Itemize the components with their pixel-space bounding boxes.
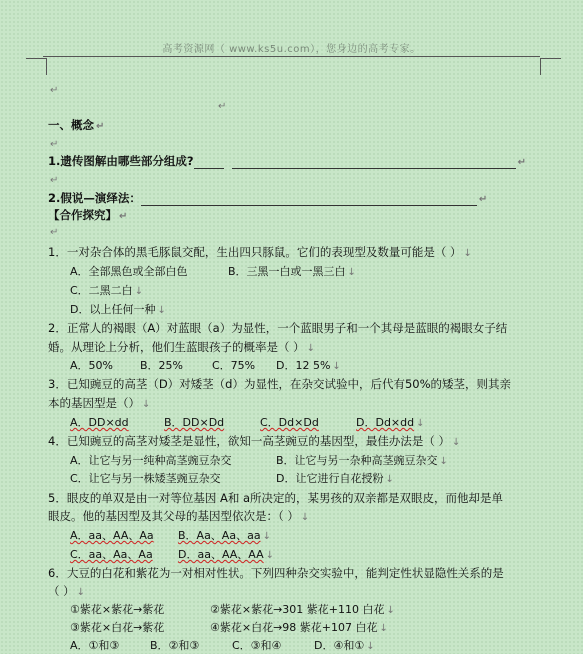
concept-2: 2.假说—演绎法： ↵ — [48, 191, 488, 205]
question-5-stem-line1: 5．眼皮的单双是由一对等位基因 A和 a所决定的，某男孩的双亲都是双眼皮，而他却是单 — [48, 491, 504, 505]
paragraph-mark: ↵ — [50, 139, 59, 150]
q6-experiment-4: ④紫花×白花→98 紫花+107 白花 ↓ — [210, 621, 388, 634]
q5-option-d: D．aa、AA、AA ↓ — [178, 548, 275, 561]
question-4-stem: 4．已知豌豆的高茎对矮茎是显性，欲知一高茎豌豆的基因型，最佳办法是（ ） ↓ — [48, 434, 461, 448]
question-6-stem-line1: 6．大豆的白花和紫花为一对相对性状。下列四种杂交实验中，能判定性状显隐性关系的是 — [48, 566, 504, 580]
page-header: 高考资源网（ www.ks5u.com），您身边的高考专家。 — [162, 44, 421, 55]
question-2-stem-line1: 2．正常人的褐眼（A）对蓝眼（a）为显性，一个蓝眼男子和一个其母是蓝眼的褐眼女子结 — [48, 321, 508, 335]
q4-option-c: C．让它与另一株矮茎豌豆杂交 — [70, 472, 221, 485]
question-2-stem-line2: 婚。从理论上分析，他们生蓝眼孩子的概率是（ ） ↓ — [48, 340, 316, 354]
question-3-stem-line2: 本的基因型是（） ↓ — [48, 396, 151, 410]
q3-option-d: D．Dd×dd ↓ — [356, 416, 425, 429]
q1-option-b: B．三黑一白或一黑三白 ↓ — [228, 265, 356, 278]
q3-option-b: B．DD×Dd — [164, 416, 225, 429]
section-title: 一、概念 ↵ — [48, 118, 105, 132]
cooperate-title: 【合作探究】 ↵ — [48, 208, 128, 222]
q3-option-a: A．DD×dd — [70, 416, 129, 429]
q5-option-b: B．Aa、Aa、aa ↓ — [178, 529, 271, 542]
q2-option-b: B．25% — [140, 359, 183, 372]
paragraph-mark: ↵ — [50, 85, 59, 96]
q6-experiment-2: ②紫花×紫花→301 紫花+110 白花 ↓ — [210, 603, 395, 616]
header-rule — [43, 56, 540, 57]
question-1-stem: 1．一对杂合体的黑毛豚鼠交配，生出四只豚鼠。它们的表现型及数量可能是（ ） ↓ — [48, 245, 472, 259]
question-5-stem-line2: 眼皮。他的基因型及其父母的基因型依次是：（ ） ↓ — [48, 509, 310, 523]
q4-option-a: A．让它与另一纯种高茎豌豆杂交 — [70, 454, 232, 467]
margin-mark-left — [26, 58, 47, 75]
margin-mark-right — [540, 58, 561, 75]
q1-option-d: D．以上任何一种 ↓ — [70, 303, 166, 316]
q2-option-d: D．12 5% ↓ — [276, 359, 341, 372]
q6-experiment-3: ③紫花×白花→紫花 — [70, 621, 165, 634]
q3-option-c: C．Dd×Dd — [260, 416, 319, 429]
q6-option-b: B．②和③ — [150, 639, 200, 652]
question-3-stem-line1: 3．已知豌豆的高茎（D）对矮茎（d）为显性，在杂交试验中，后代有50%的矮茎，则其亲 — [48, 377, 512, 391]
q1-option-a: A．全部黑色或全部白色 — [70, 265, 188, 278]
q4-option-d: D．让它进行自花授粉 ↓ — [276, 472, 394, 485]
q6-option-c: C．③和④ — [232, 639, 282, 652]
paragraph-mark: ↵ — [218, 101, 227, 112]
q2-option-a: A．50% — [70, 359, 113, 372]
concept-1: 1.遗传图解由哪些部分组成? ↵ — [48, 154, 526, 168]
q6-option-d: D．④和① ↓ — [314, 639, 375, 652]
question-6-stem-line2: （ ） ↓ — [48, 584, 86, 598]
q6-experiment-1: ①紫花×紫花→紫花 — [70, 603, 165, 616]
paragraph-mark: ↵ — [50, 175, 59, 186]
q1-option-c: C．二黑二白 ↓ — [70, 284, 144, 297]
q4-option-b: B．让它与另一杂种高茎豌豆杂交 ↓ — [276, 454, 448, 467]
paragraph-mark: ↵ — [50, 227, 59, 238]
q2-option-c: C．75% — [212, 359, 256, 372]
q5-option-a: A．aa、AA、Aa — [70, 529, 154, 542]
q6-option-a: A．①和③ — [70, 639, 120, 652]
q5-option-c: C．aa、Aa、Aa — [70, 548, 153, 561]
